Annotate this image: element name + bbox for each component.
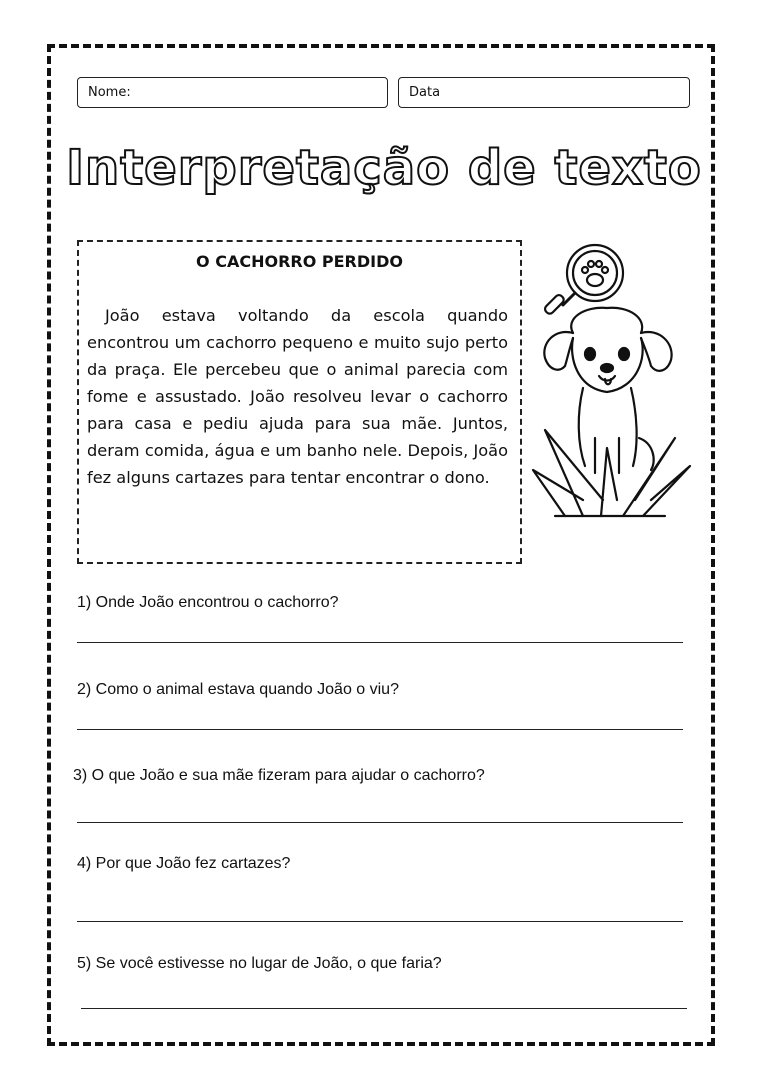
story-box [77,240,522,564]
puppy-head [544,308,671,392]
date-field[interactable] [398,77,690,108]
date-label: Data [409,85,441,100]
question-5: 5) Se você estivesse no lugar de João, o que faria? [77,955,442,972]
answer-line-2[interactable] [77,729,683,730]
name-label: Nome: [88,85,131,100]
puppy-body [579,388,654,473]
question-3: 3) O que João e sua mãe fizeram para ajudar o cachorro? [73,767,485,784]
question-4: 4) Por que João fez cartazes? [77,855,291,872]
answer-line-3[interactable] [77,822,683,823]
story-text: João estava voltando da escola quando encontrou um cachorro pequeno e muito sujo perto da praça. Ele percebeu que o animal parecia com fome e assustado. João resolveu levar o cachorro para casa e pediu ajuda para sua mãe. Juntos, deram comida, água e um banho nele. Depois, João fez alguns cartazes para tentar encontrar o dono. [87,306,508,487]
puppy-illustration [525,238,700,523]
answer-line-1[interactable] [77,642,683,643]
name-field[interactable] [77,77,388,108]
magnifier-paw-icon [543,245,623,315]
question-2: 2) Como o animal estava quando João o viu? [77,681,399,698]
grass-icon [533,430,690,516]
page-title: Interpretação de texto [66,140,702,196]
answer-line-4[interactable] [77,921,683,922]
question-1: 1) Onde João encontrou o cachorro? [77,594,339,611]
answer-line-5[interactable] [81,1008,687,1009]
story-title: O CACHORRO PERDIDO [196,252,403,271]
